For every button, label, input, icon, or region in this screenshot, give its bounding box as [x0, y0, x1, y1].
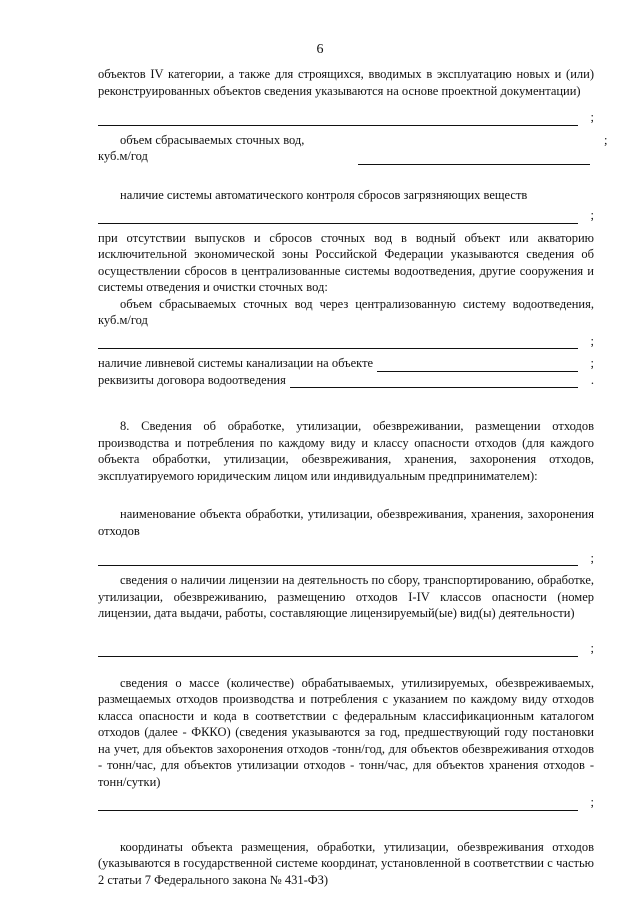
contract-row — [98, 372, 594, 389]
auto-control-label: наличие системы автоматического контроля сбросов загрязняющих веществ — [120, 187, 528, 202]
semicolon-mark: ; — [590, 333, 594, 348]
facility-name-label: наименование объекта обработки, утилизации, обезвреживания, хранения, захоронения отходов — [98, 507, 594, 538]
semicolon-mark: ; — [590, 550, 594, 565]
storm-sewer-label: наличие ливневой системы канализации на объекте — [98, 356, 374, 370]
mass-fill-row — [98, 794, 594, 811]
document-body — [98, 66, 608, 888]
wastewater-unit-row — [98, 148, 594, 165]
wastewater-volume-fill-line[interactable] — [358, 154, 590, 165]
facility-name-fill-row — [98, 543, 594, 566]
contract-fill-line[interactable] — [290, 377, 578, 388]
contract-label: реквизиты договора водоотведения — [98, 372, 286, 387]
central-volume-label: объем сбрасываемых сточных вод через централизованную систему водоотведения, куб.м/год — [98, 296, 594, 327]
central-volume-fill-row — [98, 333, 594, 350]
semicolon-mark: ; — [590, 110, 594, 124]
semicolon-mark: ; — [590, 641, 594, 655]
semicolon-mark: ; — [590, 795, 594, 809]
section-8-paragraph: 8. Сведения об обработке, утилизации, обезвреживании, размещении отходов производства и потребления по каждому виду и классу опасности отходов (для каждого объекта обработки, утилизации, обезвреживания, хранения, захоронения отходов, эксплуатируемого юридическим лицом или индивидуальным предпринимателем): — [98, 419, 594, 483]
auto-control-fill-row — [98, 207, 594, 224]
license-paragraph: сведения о наличии лицензии на деятельность по сбору, транспортированию, обработке, утилизации, обезвреживанию, размещению отходов I-IV классов опасности (номер лицензии, дата выдачи, работы, составляющие лицензируемый(ые) вид(ы) деятельности) — [98, 573, 594, 620]
semicolon-mark: ; — [590, 356, 594, 370]
page-number: 6 — [316, 42, 324, 57]
wastewater-volume-unit: куб.м/год — [98, 149, 148, 163]
coordinates-paragraph: координаты объекта размещения, обработки, утилизации, обезвреживания отходов (указываются в государственной системе координат, установленной в соответствии с частью 2 статьи 7 Федерального закона № 431-ФЗ) — [98, 839, 594, 887]
storm-sewer-fill-line[interactable] — [377, 361, 578, 372]
mass-paragraph: сведения о массе (количестве) обрабатываемых, утилизируемых, обезвреживаемых, размещаемых отходов производства и потребления с указанием по каждому виду отходов класса опасности и кода в соответствии с федеральным классификационным каталогом отходов (далее - ФККО) (сведения указываются за год, предшествующий году постановки на учет, для объектов захоронения отходов -тонн/год, для объектов обезвреживания отходов - тонн/час, для объектов утилизации отходов - тонн/час, для объектов хранения отходов - тонн/сутки) — [98, 675, 594, 789]
semicolon-mark: ; — [590, 208, 594, 222]
intro-fill-row — [98, 109, 594, 126]
license-fill-line[interactable] — [98, 626, 578, 657]
central-system-paragraph: при отсутствии выпусков и сбросов сточных вод в водный объект или акваторию исключительной экономической зоны Российской Федерации указываются сведения об осуществлении сбросов в централизованные системы водоотведения, другие сооружения и системы отведения и очистки сточных вод: — [98, 230, 594, 294]
intro-fill-line[interactable] — [98, 113, 578, 126]
period-mark: . — [590, 372, 594, 387]
storm-sewer-row — [98, 355, 594, 372]
intro-paragraph: объектов IV категории, а также для строящихся, вводимых в эксплуатацию новых и (или) реконструированных объектов сведения указываются на основе проектной документации) — [98, 67, 594, 98]
auto-control-fill-line[interactable] — [98, 211, 578, 224]
wastewater-volume-row — [98, 132, 608, 149]
wastewater-volume-label: объем сбрасываемых сточных вод, — [120, 132, 305, 147]
facility-name-fill-line[interactable] — [98, 543, 578, 566]
semicolon-mark: ; — [604, 132, 608, 147]
central-volume-fill-line[interactable] — [98, 336, 578, 349]
license-fill-row — [98, 626, 594, 657]
mass-fill-line[interactable] — [98, 798, 578, 811]
